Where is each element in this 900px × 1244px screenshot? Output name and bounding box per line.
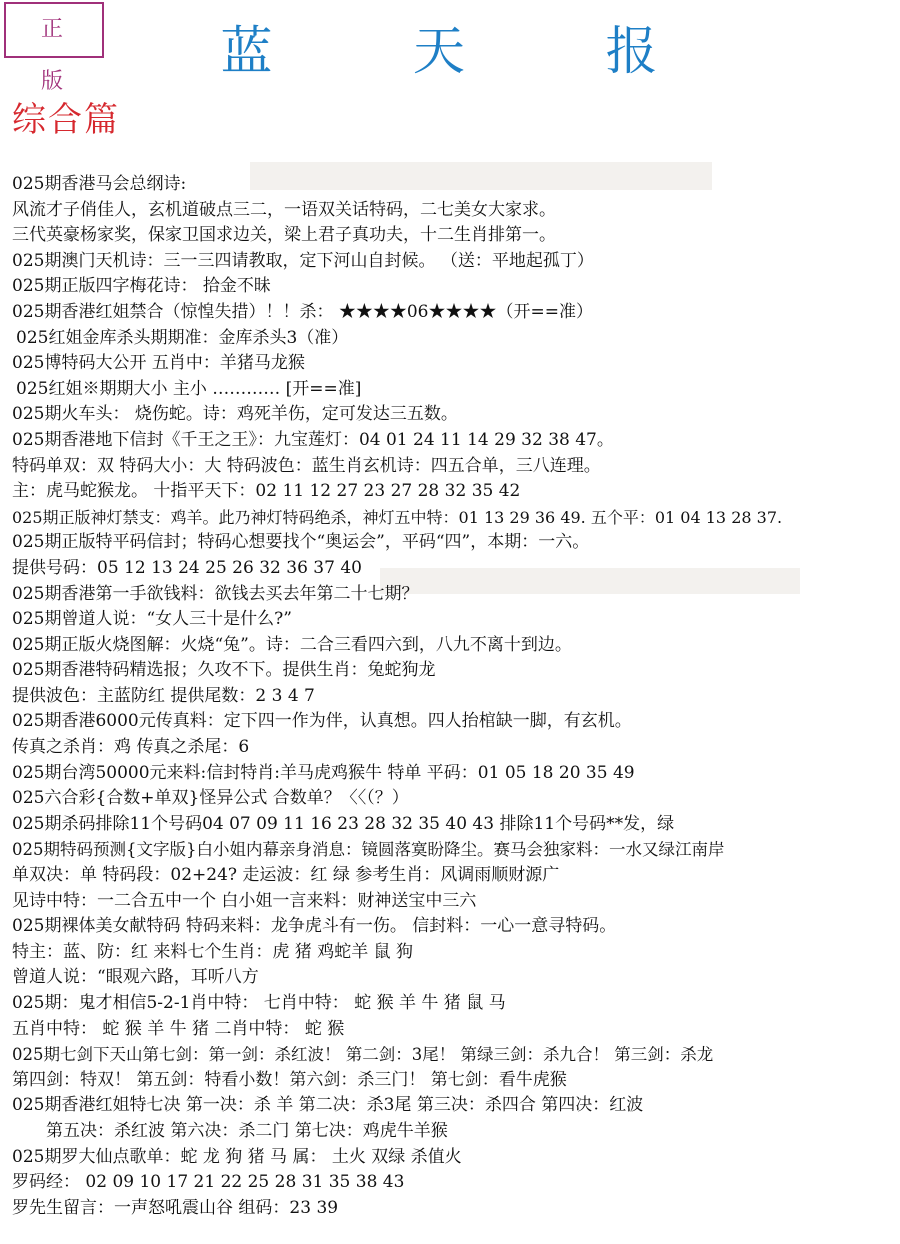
text-line: 025期香港6000元传真料：定下四一作为伴，认真想。四人抬棺缺一脚，有玄机。: [12, 711, 632, 732]
text-line: 025期香港红姐特七决 第一决：杀 羊 第二决：杀3尾 第三决：杀四合 第四决：红波: [12, 1095, 644, 1116]
text-line: 025期裸体美女献特码 特码来料：龙争虎斗有一伤。 信封料：一心一意寻特码。: [12, 916, 617, 937]
text-line: 025期香港特码精选报；久攻不下。提供生肖：兔蛇狗龙: [12, 660, 436, 681]
text-line: 风流才子俏佳人，玄机道破点三二，一语双关话特码，二七美女大家求。: [12, 199, 556, 220]
text-line: 单双决：单 特码段：02+24? 走运波：红 绿 参考生肖：风调雨顺财源广: [12, 865, 560, 886]
text-line: 第四剑：特双！ 第五剑：特看小数！第六剑：杀三门！ 第七剑：看牛虎猴: [12, 1069, 567, 1090]
text-line: 025期香港第一手欲钱料：欲钱去买去年第二十七期？: [12, 583, 419, 604]
text-line: 025期香港地下信封《千王之王》：九宝莲灯：04 01 24 11 14 29 32 38 47。: [12, 429, 614, 450]
text-line: 传真之杀肖：鸡 传真之杀尾：6: [12, 737, 250, 758]
text-line: 提供号码：05 12 13 24 25 26 32 36 37 40: [12, 557, 362, 578]
text-line: 罗先生留言：一声怒吼震山谷 组码：23 39: [12, 1197, 339, 1218]
text-line: 特主：蓝、防：红 来料七个生肖：虎 猪 鸡蛇羊 鼠 狗: [12, 941, 414, 962]
text-line: 曾道人说：“眼观六路，耳听八方: [12, 967, 259, 988]
text-line: 提供波色：主蓝防红 提供尾数：2 3 4 7: [12, 685, 315, 706]
text-line: 025期罗大仙点歌单：蛇 龙 狗 猪 马 属： 土火 双绿 杀值火: [12, 1146, 462, 1167]
text-line: 特码单双：双 特码大小：大 特码波色：蓝生肖玄机诗：四五合单，三八连理。: [12, 455, 601, 476]
text-line: 第五决：杀红波 第六决：杀二门 第七决：鸡虎牛羊猴: [46, 1120, 448, 1141]
text-line: 025期七剑下天山第七剑：第一剑：杀红波！ 第二剑：3尾！ 第绿三剑：杀九合！ 第三剑：杀龙: [12, 1045, 714, 1065]
text-line: 025期：鬼才相信5-2-1肖中特： 七肖中特： 蛇 猴 羊 牛 猪 鼠 马: [12, 993, 506, 1013]
text-line: 025期香港马会总纲诗:: [12, 174, 187, 194]
text-line: 主：虎马蛇猴龙。 十指平天下：02 11 12 27 23 27 28 32 35 42: [12, 481, 521, 502]
article-body: [12, 172, 900, 1221]
text-line: 025红姐金库杀头期期准：金库杀头3（准）: [16, 327, 349, 348]
text-line: 025红姐※期期大小 主小 ………… [开==准]: [16, 378, 362, 399]
text-line: 025期杀码排除11个号码04 07 09 11 16 23 28 32 35 40 43 排除11个号码**发，绿: [12, 813, 675, 834]
text-line: 025期正版神灯禁支：鸡羊。此乃神灯特码绝杀，神灯五中特：01 13 29 36 49. 五个平：01 04 13 28 37.: [12, 507, 783, 527]
text-line: 025期正版四字梅花诗： 拾金不昧: [12, 276, 271, 297]
text-line: 见诗中特：一二合五中一个 白小姐一言来料：财神送宝中三六: [12, 890, 477, 911]
text-line: 025期火车头： 烧伤蛇。诗：鸡死羊伤，定可发达三五数。: [12, 404, 458, 425]
text-line: 025期澳门天机诗：三一三四请教取，定下河山自封候。 （送：平地起孤丁）: [12, 250, 594, 271]
text-line: 五肖中特： 蛇 猴 羊 牛 猪 二肖中特： 蛇 猴: [12, 1018, 345, 1039]
section-heading: 综合篇: [12, 100, 120, 140]
text-line: 025期特码预测{文字版}白小姐内幕亲身消息：镜圆落寞盼降尘。赛马会独家料：一水又绿江南岸: [12, 840, 725, 860]
text-line: 三代英豪杨家奖，保家卫国求边关，梁上君子真功夫，十二生肖排第一。: [12, 225, 556, 246]
edition-stamp: 正 版: [4, 2, 104, 58]
text-line: 025六合彩{合数+单双}怪异公式 合数单？〈〈（？）: [12, 788, 409, 809]
text-line: 025博特码大公开 五肖中：羊猪马龙猴: [12, 353, 305, 374]
text-line: 025期曾道人说：“女人三十是什么?”: [12, 609, 292, 630]
text-line: 罗码经： 02 09 10 17 21 22 25 28 31 35 38 43: [12, 1172, 405, 1193]
text-line: 025期香港红姐禁合（惊惶失措）！！杀： ★★★★06★★★★（开==准）: [12, 301, 593, 322]
newspaper-title: 蓝 天 报: [220, 22, 720, 82]
text-line: 025期正版特平码信封；特码心想要找个“奥运会”，平码“四”，本期：一六。: [12, 532, 590, 553]
text-line: 025期台湾50000元来料:信封特肖:羊马虎鸡猴牛 特单 平码：01 05 18 20 35 49: [12, 762, 635, 783]
text-line: 025期正版火烧图解：火烧“兔”。诗：二合三看四六到，八九不离十到边。: [12, 634, 572, 655]
